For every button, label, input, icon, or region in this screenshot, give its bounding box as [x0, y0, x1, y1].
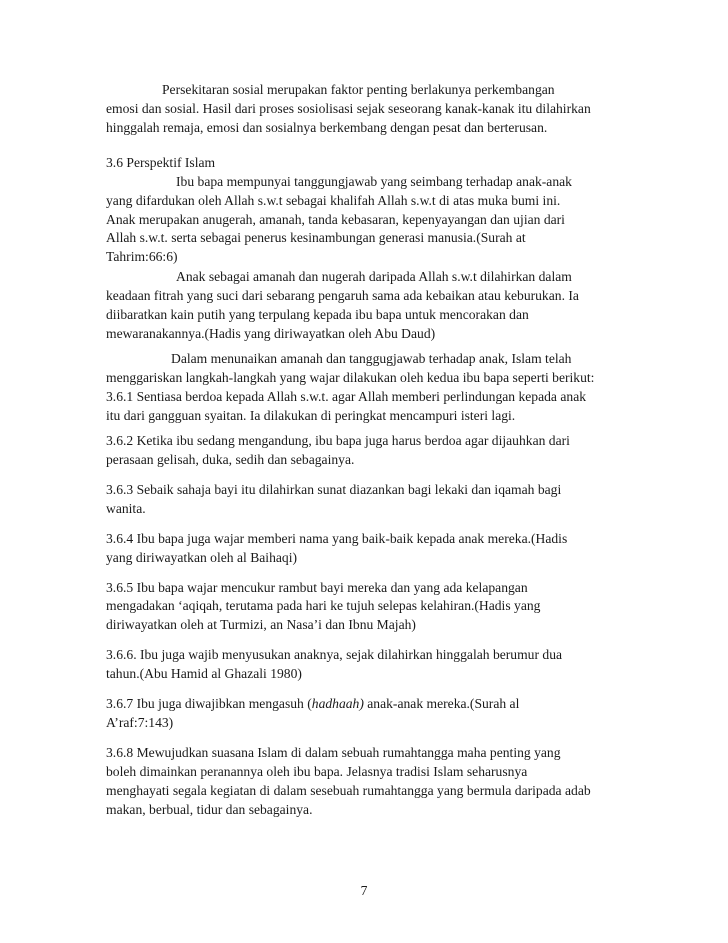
text-line: yang diriwayatkan oleh al Baihaqi) — [106, 550, 298, 565]
text-line: mewaranakannya.(Hadis yang diriwayatkan oleh Abu Daud) — [106, 326, 436, 341]
text-line: Allah s.w.t. serta sebagai penerus kesinambungan generasi manusia.(Surah at — [106, 230, 526, 245]
text-line: 3.6.1 Sentiasa berdoa kepada Allah s.w.t. agar Allah memberi perlindungan kepada anak — [106, 389, 587, 404]
italic-term: hadhaah) — [311, 696, 364, 711]
text-line: 3.6.4 Ibu bapa juga wajar memberi nama yang baik-baik kepada anak mereka.(Hadis — [106, 531, 568, 546]
text-line: 3.6.5 Ibu bapa wajar mencukur rambut bayi mereka dan yang ada kelapangan — [106, 580, 528, 595]
text-run: anak-anak mereka.(Surah al — [363, 696, 520, 711]
text-line: yang difardukan oleh Allah s.w.t sebagai khalifah Allah s.w.t di atas muka bumi ini. — [106, 193, 561, 208]
text-line: Persekitaran sosial merupakan faktor penting berlakunya perkembangan — [162, 82, 555, 97]
text-line: mengadakan ‘aqiqah, terutama pada hari ke tujuh selepas kelahiran.(Hadis yang — [106, 598, 541, 613]
text-line: Tahrim:66:6) — [106, 249, 178, 264]
text-line: 3.6.8 Mewujudkan suasana Islam di dalam sebuah rumahtangga maha penting yang — [106, 745, 561, 760]
text-line: keadaan fitrah yang suci dari sebarang pengaruh sama ada kebaikan atau keburukan. Ia — [106, 288, 579, 303]
text-line: 3.6.2 Ketika ibu sedang mengandung, ibu bapa juga harus berdoa agar dijauhkan dari — [106, 433, 570, 448]
text-line: hinggalah remaja, emosi dan sosialnya berkembang dengan pesat dan berterusan. — [106, 120, 548, 135]
text-line: menggariskan langkah-langkah yang wajar dilakukan oleh kedua ibu bapa seperti berikut: — [106, 370, 595, 385]
text-line: Anak merupakan anugerah, amanah, tanda kebasaran, kepenyayangan dan ujian dari — [106, 212, 565, 227]
text-line: emosi dan sosial. Hasil dari proses sosiolisasi sejak seseorang kanak-kanak itu dilahirkan — [106, 101, 591, 116]
text-line: tahun.(Abu Hamid al Ghazali 1980) — [106, 666, 302, 681]
text-line — [106, 695, 519, 714]
text-line: wanita. — [106, 501, 146, 516]
text-line: 3.6.3 Sebaik sahaja bayi itu dilahirkan sunat diazankan bagi lekaki dan iqamah bagi — [106, 482, 562, 497]
page-number: 7 — [360, 883, 368, 898]
section-heading: 3.6 Perspektif Islam — [106, 155, 216, 170]
text-line: itu dari gangguan syaitan. Ia dilakukan di peringkat mencampuri isteri lagi. — [106, 408, 516, 423]
text-line: diriwayatkan oleh at Turmizi, an Nasa’i dan Ibnu Majah) — [106, 617, 416, 632]
text-run: 3.6.7 Ibu juga diwajibkan mengasuh ( — [106, 696, 312, 711]
text-line: menghayati segala kegiatan di dalam sesebuah rumahtangga yang bermula daripada adab — [106, 783, 591, 798]
text-line: 3.6.6. Ibu juga wajib menyusukan anaknya, sejak dilahirkan hinggalah berumur dua — [106, 647, 563, 662]
text-line: Anak sebagai amanah dan nugerah daripada Allah s.w.t dilahirkan dalam — [176, 269, 572, 284]
text-line: A’raf:7:143) — [106, 715, 174, 730]
text-line: makan, berbual, tidur dan sebagainya. — [106, 802, 313, 817]
text-line: boleh dimainkan peranannya oleh ibu bapa. Jelasnya tradisi Islam seharusnya — [106, 764, 528, 779]
text-line: Ibu bapa mempunyai tanggungjawab yang seimbang terhadap anak-anak — [176, 174, 572, 189]
text-line: perasaan gelisah, duka, sedih dan sebagainya. — [106, 452, 355, 467]
text-line: Dalam menunaikan amanah dan tanggugjawab terhadap anak, Islam telah — [171, 351, 572, 366]
text-line: diibaratkan kain putih yang terpulang kepada ibu bapa untuk mencorakan dan — [106, 307, 529, 322]
